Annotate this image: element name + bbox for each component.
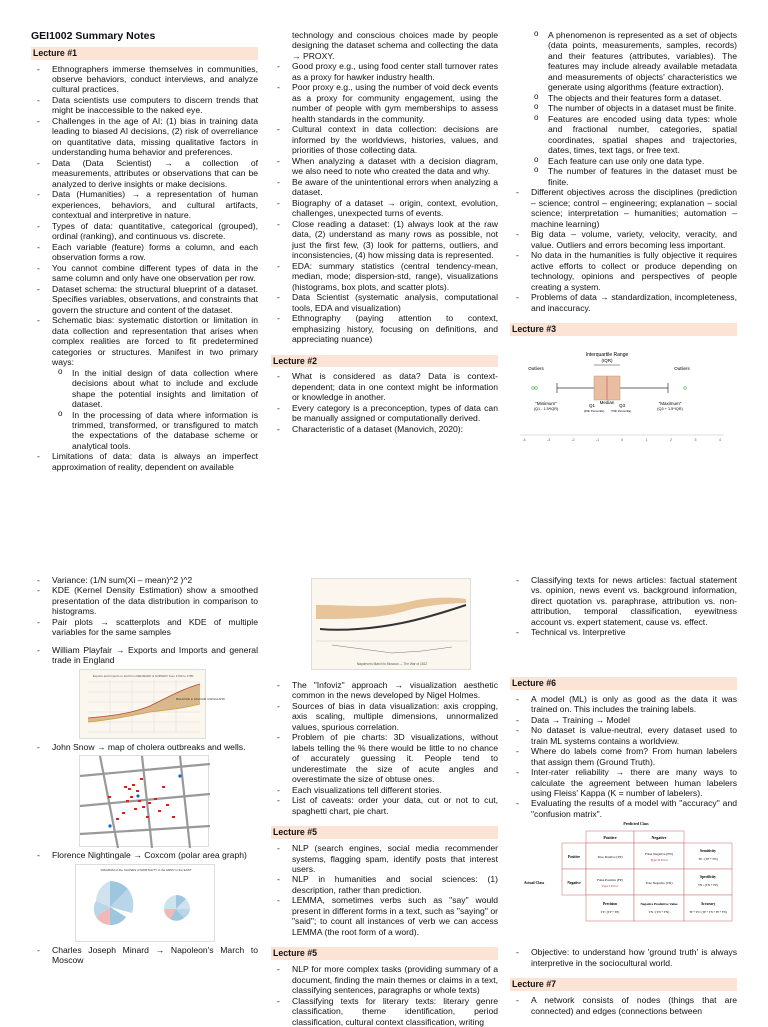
minimum-label: "Minimum" xyxy=(535,400,557,406)
list-item: - Data → Training → Model xyxy=(510,715,737,725)
lecture-3-heading: Lecture #3 xyxy=(510,323,737,336)
outlier-point xyxy=(684,386,687,389)
actual-positive: Positive xyxy=(568,855,580,860)
tick-label: 2 xyxy=(670,437,672,442)
lecture-6-list-cont xyxy=(510,947,737,968)
list-item: - No data in the humanities is fully objective it requires active efforts to collect or produce depending on technology, opinions and perspectives of people creating a system. xyxy=(510,250,737,292)
list-item: - Big data – volume, variety, velocity, veracity, and value. Outliers and errors becoming less important. xyxy=(510,229,737,250)
playfair-label: BALANCE in FAVOUR of ENGLAND xyxy=(176,696,225,701)
lecture-2-heading: Lecture #2 xyxy=(271,355,498,368)
lecture-6-heading: Lecture #6 xyxy=(510,677,737,690)
actual-class-label: Actual Class xyxy=(523,881,545,886)
confusion-matrix-figure xyxy=(506,819,736,947)
list-item: - Each visualizations tell different stories. xyxy=(271,785,498,795)
coxcomb-chart xyxy=(76,865,216,943)
cell-fp: False Positive (FP) xyxy=(597,878,623,883)
page-2 xyxy=(0,575,768,1027)
actual-negative: Negative xyxy=(567,881,581,886)
list-item: - Florence Nightingale → Coxcom (polar area graph) xyxy=(31,850,258,860)
list-item: - Limitations of data: data is always an imperfect approximation of reality, dependent on available xyxy=(31,451,258,472)
list-item: - Inter-rater reliability → there are many ways to calculate the agreement between human labelers using Fleiss' Kappa (K = number of labelers). xyxy=(510,767,737,798)
cell-fn: False Negative (FN) xyxy=(645,852,673,857)
list-item: - Classifying texts for literary texts: literary genre classification, theme identification, period classification, cultural context classification, writing xyxy=(271,996,498,1027)
cell-tn: True Negative (TN) xyxy=(645,881,673,886)
list-item: - A model (ML) is only as good as the data it was trained on. This includes the training labels. xyxy=(510,694,737,715)
iqr-sub: (IQR) xyxy=(601,357,613,363)
lecture-1-list xyxy=(31,64,258,473)
list-item: - Each variable (feature) forms a column, and each observation forms a row. xyxy=(31,242,258,263)
precision-formula: TP / (TP + FP) xyxy=(600,910,620,915)
lecture-4-list xyxy=(271,680,498,816)
list-item: - KDE (Kernel Density Estimation) show a smoothed presentation of the data distribution in comparison to histograms. xyxy=(31,585,258,616)
npv-formula: TN / (TN + FN) xyxy=(648,910,670,915)
cell-fn-error: Type II Error xyxy=(650,858,668,863)
list-item: - Technical vs. Interpretive xyxy=(510,627,737,637)
lecture-5b-list xyxy=(271,964,498,1027)
water-pump xyxy=(136,795,139,798)
outliers-right-label: Outliers xyxy=(674,365,690,371)
historical-visualizations-list xyxy=(31,645,258,666)
tick-label: 3 xyxy=(694,437,697,442)
lecture-6-list xyxy=(510,694,737,820)
tick-label: -3 xyxy=(546,437,551,442)
list-item: - Every category is a preconception, types of data can be manually assigned or computationally derived. xyxy=(271,403,498,424)
tick-label: -2 xyxy=(571,437,575,442)
minard-caption: Napoleon's March to Moscow — The War of 1812 xyxy=(356,662,428,666)
list-item: - William Playfair → Exports and Imports and general trade in England xyxy=(31,645,258,666)
minard-map xyxy=(312,579,472,671)
tick-label: -4 xyxy=(522,437,526,442)
maximum-sub: (Q3 + 1.5*IQR) xyxy=(657,406,683,411)
axis-ticks xyxy=(522,438,721,442)
outlier-point xyxy=(535,386,538,389)
confusion-matrix xyxy=(506,819,736,947)
list-item: - Ethnographers immerse themselves in communities, observe behaviors, conduct interviews, and analyze cultural practices. xyxy=(31,64,258,95)
column-2 xyxy=(271,30,498,434)
list-item: - Data Scientist (systematic analysis, computational tools, EDA and visualization) xyxy=(271,292,498,313)
lecture-5a-heading: Lecture #5 xyxy=(271,826,498,839)
list-item: - Ethnography (paying attention to context, emphasizing history, focusing on definitions, and appreciating nuance) xyxy=(271,313,498,344)
sub-list-item: o Each feature can use only one data type. xyxy=(510,156,737,166)
list-item: - NLP for more complex tasks (providing summary of a document, finding the main themes or claims in a text, classifying sentences, paragraphs or whole texts) xyxy=(271,964,498,995)
historical-visualizations-list xyxy=(31,742,258,752)
list-item: - Classifying texts for news articles: factual statement vs. opinion, news event vs. background information, direct quotation vs. paraphrase, attribution vs. non-attribution, temporal classification, eyewitness account vs. expert statement, cause vs. effect. xyxy=(510,575,737,627)
list-item: - NLP (search engines, social media recommender systems, flagging spam, identify posts that interest users. xyxy=(271,843,498,874)
playfair-chart xyxy=(79,669,225,739)
list-item: - List of caveats: order your data, cut or not to cut, spaghetti chart, pie chart. xyxy=(271,795,498,816)
minimum-sub: (Q1 - 1.5*IQR) xyxy=(533,406,559,411)
list-item: - Pair plots → scatterplots and KDE of multiple variables for the same samples xyxy=(31,617,258,638)
tick-label: 4 xyxy=(719,437,721,442)
lecture-1-list-cont xyxy=(271,61,498,344)
sub-list-item: o The objects and their features form a dataset. xyxy=(510,93,737,103)
john-snow-map xyxy=(79,755,209,847)
cell-tp: True Positive (TP) xyxy=(597,855,623,860)
list-item: - Close reading a dataset: (1) always look at the raw data, (2) understand as many rows as possible, not just the first few, (3) look for patterns, outliers, and inconsistencies, (4) how missing data is represented. xyxy=(271,219,498,261)
boxplot-diagram xyxy=(510,340,732,444)
accuracy-formula: TP + TN / (TP + TN + FP + FN) xyxy=(689,910,727,915)
list-item: - Be aware of the unintentional errors when analyzing a dataset. xyxy=(271,177,498,198)
list-item: - Types of data: quantitative, categorical (grouped), ordinal (ranking), and continuous vs. discrete. xyxy=(31,221,258,242)
nightingale-title: DIAGRAM of the CAUSES of MORTALITY in the ARMY in the EAST xyxy=(100,867,192,872)
list-item: - Biography of a dataset → origin, context, evolution, challenges, unexpected turns of events. xyxy=(271,198,498,219)
predicted-negative: Negative xyxy=(651,835,667,841)
list-item: - Data (Humanities) → a representation of human experiences, behaviors, and cultural artifacts, contextual and interpretive in nature. xyxy=(31,189,258,220)
tick-label: 1 xyxy=(645,437,648,442)
list-item: - Good proxy e.g., using food center stall turnover rates as a proxy for hawker industry health. xyxy=(271,61,498,82)
tick-label: 0 xyxy=(621,437,623,442)
list-item: - Sources of bias in data visualization: axis cropping, axis scaling, multiple dimensions, unnormalized values, spurious correlation. xyxy=(271,701,498,732)
lecture-5b-list-cont xyxy=(510,575,737,638)
list-item: - What is considered as data? Data is context-dependent; data in one context might be information or knowledge in another. xyxy=(271,371,498,402)
list-item: - The "Infoviz" approach → visualization aesthetic common in the news developed by Nigel Holmes. xyxy=(271,680,498,701)
list-item: - No dataset is value-neutral, every dataset used to train ML systems contains a worldview. xyxy=(510,725,737,746)
list-item: - Data scientists use computers to discern trends that might be inaccessible to the naked eye. xyxy=(31,95,258,116)
list-item: - Where do labels come from? From human labelers that assign them (Ground Truth). xyxy=(510,746,737,767)
dataset-characteristics-list xyxy=(510,30,737,187)
water-pump xyxy=(108,825,111,828)
boxplot-figure xyxy=(510,340,732,444)
minard-chart xyxy=(311,578,471,670)
list-item: - Poor proxy e.g., using the number of void deck events as a proxy for community engagement, using the number of people with gym memberships to assess health standards in the community. xyxy=(271,82,498,124)
column-2 xyxy=(271,575,498,1027)
playfair-title: Exports and Imports to and from DENMARK & NORWAY from 1700 to 1780 xyxy=(92,673,194,678)
column-1 xyxy=(31,30,258,472)
list-item-text: Schematic bias: systematic distortion or limitation in data collection and representation that arises when complex realities are forced to fit predetermined categories or structures. Manifest in two primary ways: xyxy=(52,315,258,368)
tick-label: -1 xyxy=(595,437,600,442)
document-title: GEI1002 Summary Notes xyxy=(31,30,156,42)
list-item xyxy=(31,315,258,451)
precision-label: Precision xyxy=(602,902,618,907)
lecture-5b-heading: Lecture #5 xyxy=(271,947,498,960)
maximum-label: "Maximum" xyxy=(658,400,682,406)
list-item: - John Snow → map of cholera outbreaks and wells. xyxy=(31,742,258,752)
cholera-map xyxy=(80,756,210,848)
q3-sub: (75th Percentile) xyxy=(610,408,632,413)
historical-visualizations-list xyxy=(31,850,258,860)
list-item: - Objective: to understand how 'ground truth' is always interpretive in the sociocultural world. xyxy=(510,947,737,968)
continued-text: technology and conscious choices made by people designing the dataset schema and collecting the data → PROXY. xyxy=(292,30,498,61)
predicted-positive: Positive xyxy=(603,835,617,841)
list-item: - Characteristic of a dataset (Manovich, 2020): xyxy=(271,424,498,434)
list-item: - Different objectives across the disciplines (prediction – science; control – engineering; explanation – social science; interpretation – humanities; automation – machine learning) xyxy=(510,187,737,229)
column-3 xyxy=(510,575,737,1016)
q1-sub: (25th Percentile) xyxy=(583,408,605,413)
list-item: - LEMMA, sometimes verbs such as "say" would present in different forms in a text, such as "saying" or "said"; to count all instances of verb we can access LEMMA (the root form of a word). xyxy=(271,895,498,937)
list-item: - When analyzing a dataset with a decision diagram, we also need to note who created the data and why. xyxy=(271,156,498,177)
list-item: - A network consists of nodes (things that are connected) and edges (connections between xyxy=(510,995,737,1016)
column-3 xyxy=(510,30,737,444)
sub-list-item: o In the initial design of data collection where decisions about what to include and exclude shape the potential insights and limitation of dataset. xyxy=(52,368,258,410)
list-item: - NLP in humanities and social sciences: (1) description, rather than prediction. xyxy=(271,874,498,895)
map-streets xyxy=(80,756,210,848)
list-item: - Dataset schema: the structural blueprint of a dataset. Specifies variables, observations, and constraints that govern the structure and content of the dataset. xyxy=(31,284,258,315)
accuracy-label: Accuracy xyxy=(700,902,716,907)
outlier-point xyxy=(532,386,535,389)
list-item: - EDA: summary statistics (central tendency-mean, median, mode; dispersion-std, range), visualizations (histograms, box plots, and scatter plots). xyxy=(271,261,498,292)
list-item: - Challenges in the age of AI: (1) bias in training data leading to biased AI decisions, (2) risk of overreliance on quantitative data, missing qualitative factors in understanding huma behavior and preferences. xyxy=(31,116,258,158)
list-item: - Variance: (1/N sum(Xi – mean)^2 )^2 xyxy=(31,575,258,585)
lecture-7-list xyxy=(510,995,737,1016)
q1-label: Q1 xyxy=(588,402,596,408)
sensitivity-formula: TP / (TP + FN) xyxy=(698,857,718,862)
sub-list xyxy=(52,368,258,452)
column-1 xyxy=(31,575,258,966)
list-item: - Cultural context in data collection: decisions are informed by the worldviews, histories, values, and priorities of those collecting data. xyxy=(271,124,498,155)
sub-list-item: o Features are encoded using data types: whole and fractional number, categories, spatial coordinates, spatial shapes and trajectories, dates, times, text tags, or free text. xyxy=(510,114,737,156)
median-label: Median xyxy=(599,399,615,405)
list-item: - Evaluating the results of a model with "accuracy" and "confusion matrix". xyxy=(510,798,737,819)
q3-label: Q3 xyxy=(618,402,626,408)
cell-fp-error: Type I Error xyxy=(601,884,619,889)
list-item: - Data (Data Scientist) → a collection of measurements, attributes or observations that can be analyzed to derive insights or make decisions. xyxy=(31,158,258,189)
water-pump xyxy=(178,775,181,778)
sub-list-item: o In the processing of data where information is trimmed, transformed, or transfigured to match the expectations of the database scheme or analytical tools. xyxy=(52,410,258,452)
sub-list-item: o A phenomenon is represented as a set of objects (data points, measurements, samples, records) and their features (attributes, variables). The features may include already available metadata and measurements of objects' characteristics we generate using algorithms (feature extraction). xyxy=(510,30,737,93)
iqr-label: Interquartile Range xyxy=(585,351,629,358)
lecture-5a-list xyxy=(271,843,498,937)
specificity-label: Specificity xyxy=(700,875,716,880)
lecture-2-list xyxy=(271,371,498,434)
sub-list-item: o The number of features in the dataset must be finite. xyxy=(510,166,737,187)
coxcomb-left xyxy=(94,881,133,925)
nightingale-coxcomb xyxy=(75,864,215,942)
minard-temp-line xyxy=(332,645,452,653)
lecture-7-heading: Lecture #7 xyxy=(510,978,737,991)
npv-label: Negative Predictive Value xyxy=(640,902,678,907)
list-item: - Problem of pie charts: 3D visualizations, without labels telling the % there would be little to no chance of accurately guessing it. People tend to underestimate the size of acute angles and overestimate the size of obtuse ones. xyxy=(271,732,498,784)
list-item: - You cannot combine different types of data in the same column and only have one observation per row. xyxy=(31,263,258,284)
coxcomb-right xyxy=(164,895,190,921)
predicted-class-label: Predicted Class xyxy=(623,822,649,827)
historical-visualizations-list xyxy=(31,945,258,966)
lecture-2-list-cont xyxy=(510,187,737,313)
minard-advance xyxy=(316,598,466,619)
list-item: - Problems of data → standardization, incompleteness, and inaccuracy. xyxy=(510,292,737,313)
sensitivity-label: Sensitivity xyxy=(700,849,716,854)
lecture-3-list-cont xyxy=(31,575,258,638)
sub-list-item: o The number of objects in a dataset must be finite. xyxy=(510,103,737,113)
specificity-formula: TN / (TN + FP) xyxy=(697,883,719,888)
outliers-left-label: Outliers xyxy=(528,365,544,371)
lecture-1-heading: Lecture #1 xyxy=(31,47,258,60)
list-item: - Charles Joseph Minard → Napoleon's March to Moscow xyxy=(31,945,258,966)
